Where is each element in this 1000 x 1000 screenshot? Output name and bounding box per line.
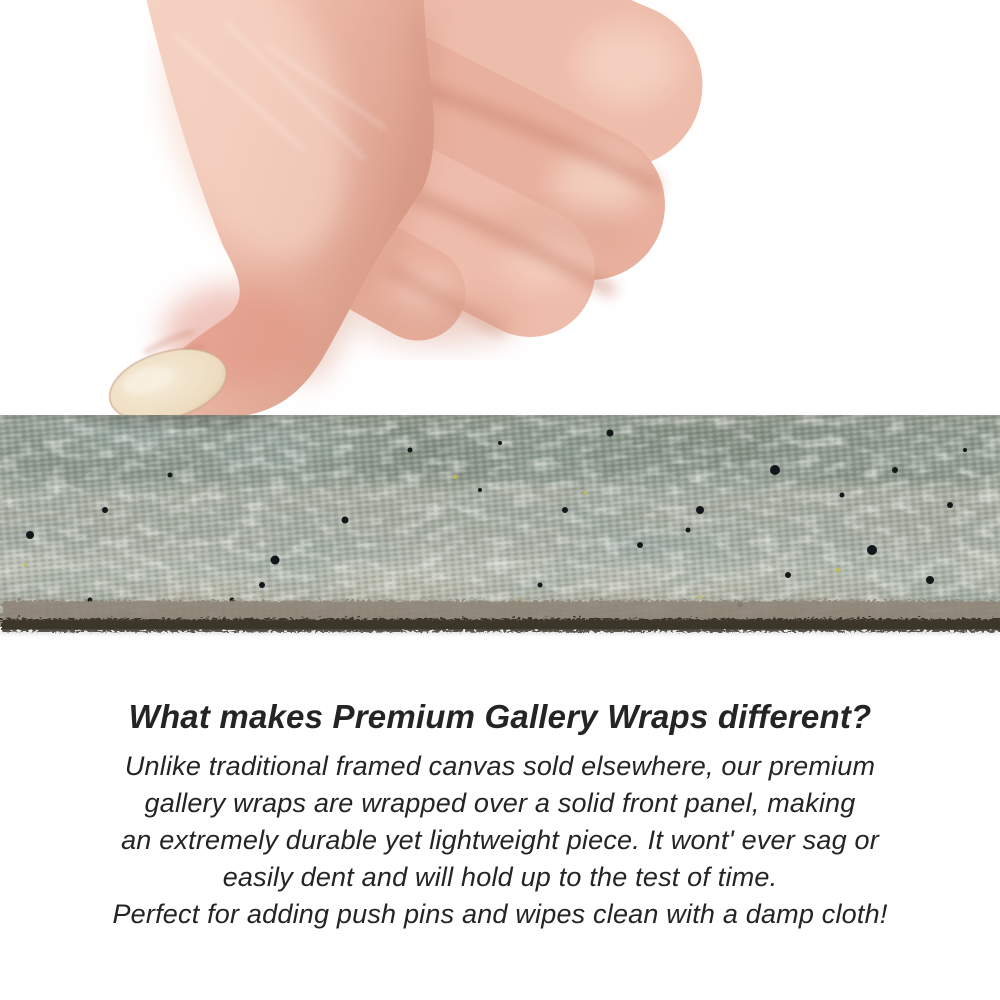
info-line-5: Perfect for adding push pins and wipes clean with a damp cloth! <box>112 899 888 929</box>
info-text-block <box>0 696 1000 933</box>
info-line-2: gallery wraps are wrapped over a solid front panel, making <box>144 788 856 818</box>
info-line-1: Unlike traditional framed canvas sold elsewhere, our premium <box>124 751 876 781</box>
info-line-4: easily dent and will hold up to the test of time. <box>222 862 778 892</box>
info-heading: What makes Premium Gallery Wraps different? <box>128 698 872 735</box>
info-line-3: an extremely durable yet lightweight piece. It wont' ever sag or <box>121 825 879 855</box>
palm-and-thumb <box>101 0 434 418</box>
hand-pressing-thumb-photo <box>0 0 1000 418</box>
canvas-edge-strip <box>0 415 1000 643</box>
